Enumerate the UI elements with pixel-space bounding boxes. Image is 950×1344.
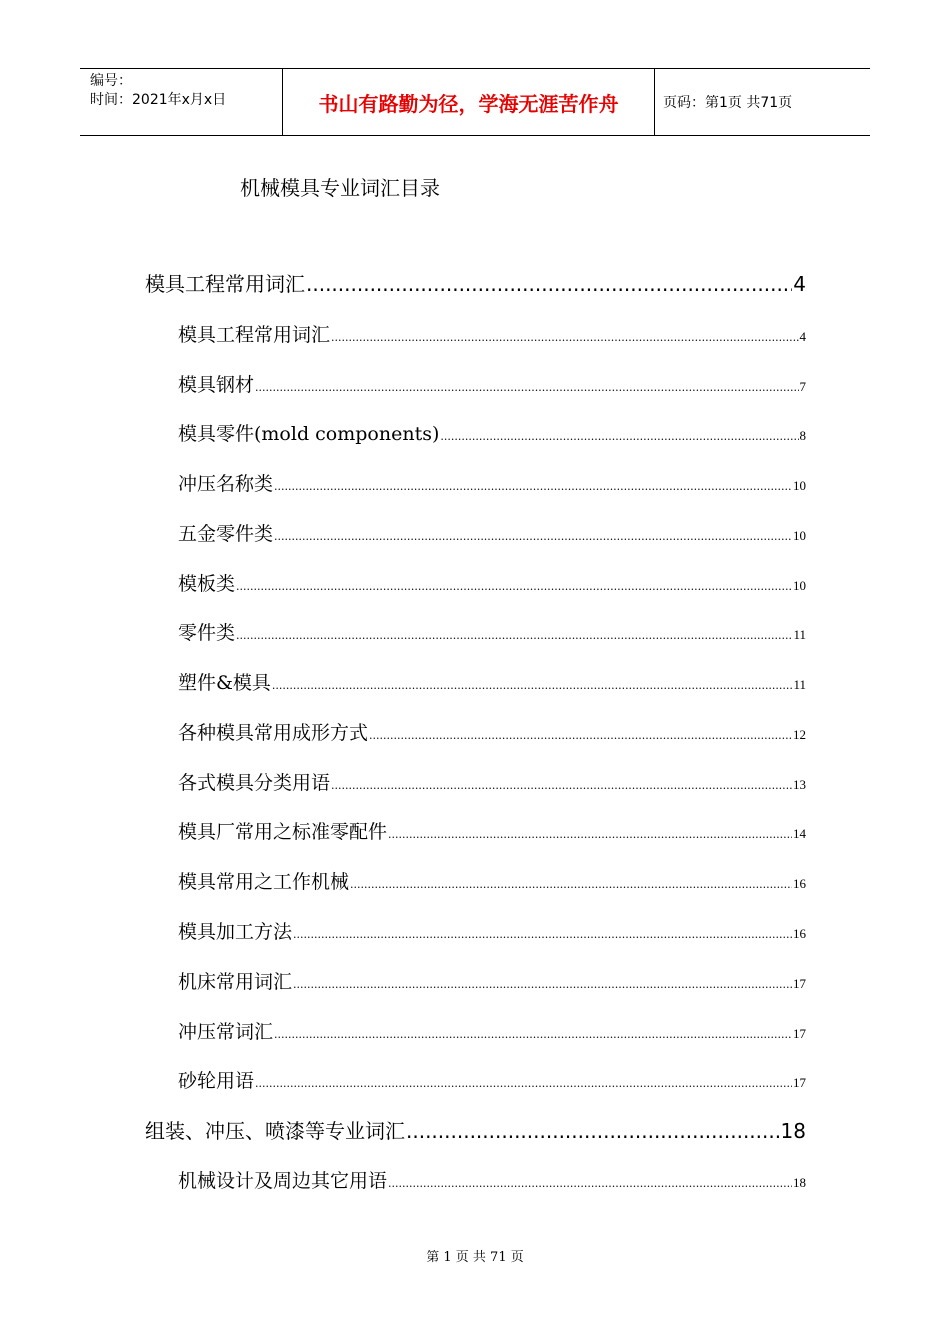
toc-entry[interactable] — [178, 320, 806, 347]
toc-leader — [255, 1077, 792, 1090]
toc-leader — [331, 331, 798, 344]
number-label: 编号： — [90, 73, 132, 89]
toc-page: 18 — [780, 1119, 806, 1143]
toc-page: 10 — [793, 478, 806, 493]
toc-leader — [274, 530, 792, 543]
toc-leader — [306, 272, 792, 296]
toc-entry[interactable] — [178, 370, 806, 397]
toc-label: 塑件&模具 — [178, 672, 271, 694]
toc-leader — [272, 679, 793, 692]
toc-entry[interactable] — [178, 917, 806, 944]
toc-page: 11 — [793, 677, 806, 692]
toc-label: 模具厂常用之标准零配件 — [178, 821, 388, 843]
toc-entry[interactable] — [178, 967, 806, 994]
toc-page: 13 — [793, 777, 806, 792]
toc-page: 17 — [793, 1026, 806, 1041]
toc-label: 模具加工方法 — [178, 921, 293, 943]
toc-entry[interactable] — [178, 618, 806, 645]
time-label: 时间：2021年x月x日 — [90, 92, 227, 108]
toc-label: 冲压名称类 — [178, 473, 274, 495]
document-title: 机械模具专业词汇目录 — [240, 176, 440, 200]
toc-leader — [388, 1177, 792, 1190]
toc-label: 模具工程常用词汇 — [178, 324, 331, 346]
toc-leader — [255, 381, 798, 394]
page-footer: 第 1 页 共 71 页 — [426, 1250, 524, 1265]
toc-entry[interactable] — [178, 1166, 806, 1193]
toc-entry[interactable] — [178, 1066, 806, 1093]
toc-leader — [406, 1119, 780, 1143]
toc-page: 12 — [793, 727, 806, 742]
toc-label: 模具零件(mold components) — [178, 423, 440, 445]
toc-label: 模具工程常用词汇 — [145, 272, 305, 296]
toc-leader — [236, 629, 792, 642]
toc-page: 17 — [793, 976, 806, 991]
toc-leader — [388, 828, 792, 841]
header-table — [80, 68, 870, 136]
toc-label: 五金零件类 — [178, 523, 274, 545]
toc-entry[interactable] — [178, 817, 806, 844]
toc-label: 模板类 — [178, 573, 236, 595]
toc-leader — [440, 430, 798, 443]
toc-entry[interactable] — [178, 718, 806, 745]
toc-entry[interactable] — [178, 519, 806, 546]
toc-page: 10 — [793, 578, 806, 593]
toc-page: 16 — [793, 876, 806, 891]
toc-entry[interactable] — [178, 469, 806, 496]
toc-entry[interactable] — [178, 867, 806, 894]
toc-page: 17 — [793, 1075, 806, 1090]
toc-entry-level1[interactable] — [145, 1115, 806, 1144]
toc-leader — [369, 729, 792, 742]
toc-page: 8 — [799, 428, 806, 443]
toc-label: 砂轮用语 — [178, 1070, 255, 1092]
toc-label: 各式模具分类用语 — [178, 772, 331, 794]
toc-label: 机械设计及周边其它用语 — [178, 1170, 388, 1192]
toc-entry[interactable] — [178, 569, 806, 596]
toc-page: 11 — [793, 627, 806, 642]
toc-page: 7 — [799, 379, 806, 394]
toc-leader — [331, 779, 792, 792]
toc-label: 模具钢材 — [178, 374, 255, 396]
toc-page: 4 — [793, 272, 806, 296]
toc-label: 各种模具常用成形方式 — [178, 722, 369, 744]
toc-entry[interactable] — [178, 768, 806, 795]
toc-entry-level1[interactable] — [145, 268, 806, 297]
toc-label: 机床常用词汇 — [178, 971, 293, 993]
header-meta — [80, 69, 282, 135]
toc-page: 4 — [799, 329, 806, 344]
toc-leader — [274, 1028, 792, 1041]
toc-leader — [274, 480, 792, 493]
toc-entry[interactable] — [178, 668, 806, 695]
toc-label: 模具常用之工作机械 — [178, 871, 350, 893]
toc-entry[interactable] — [178, 419, 806, 446]
toc-label: 组装、冲压、喷漆等专业词汇 — [145, 1119, 405, 1143]
toc-page: 16 — [793, 926, 806, 941]
toc-label: 冲压常词汇 — [178, 1021, 274, 1043]
toc-leader — [236, 580, 792, 593]
toc-entry[interactable] — [178, 1017, 806, 1044]
toc-leader — [293, 928, 792, 941]
toc-page: 18 — [793, 1175, 806, 1190]
toc-label: 零件类 — [178, 622, 236, 644]
header-page-info: 页码：第1页 共71页 — [663, 95, 793, 111]
toc-page: 10 — [793, 528, 806, 543]
header-motto: 书山有路勤为径，学海无涯苦作舟 — [282, 69, 655, 135]
toc-leader — [293, 978, 792, 991]
toc-page: 14 — [793, 826, 806, 841]
toc-leader — [350, 878, 792, 891]
